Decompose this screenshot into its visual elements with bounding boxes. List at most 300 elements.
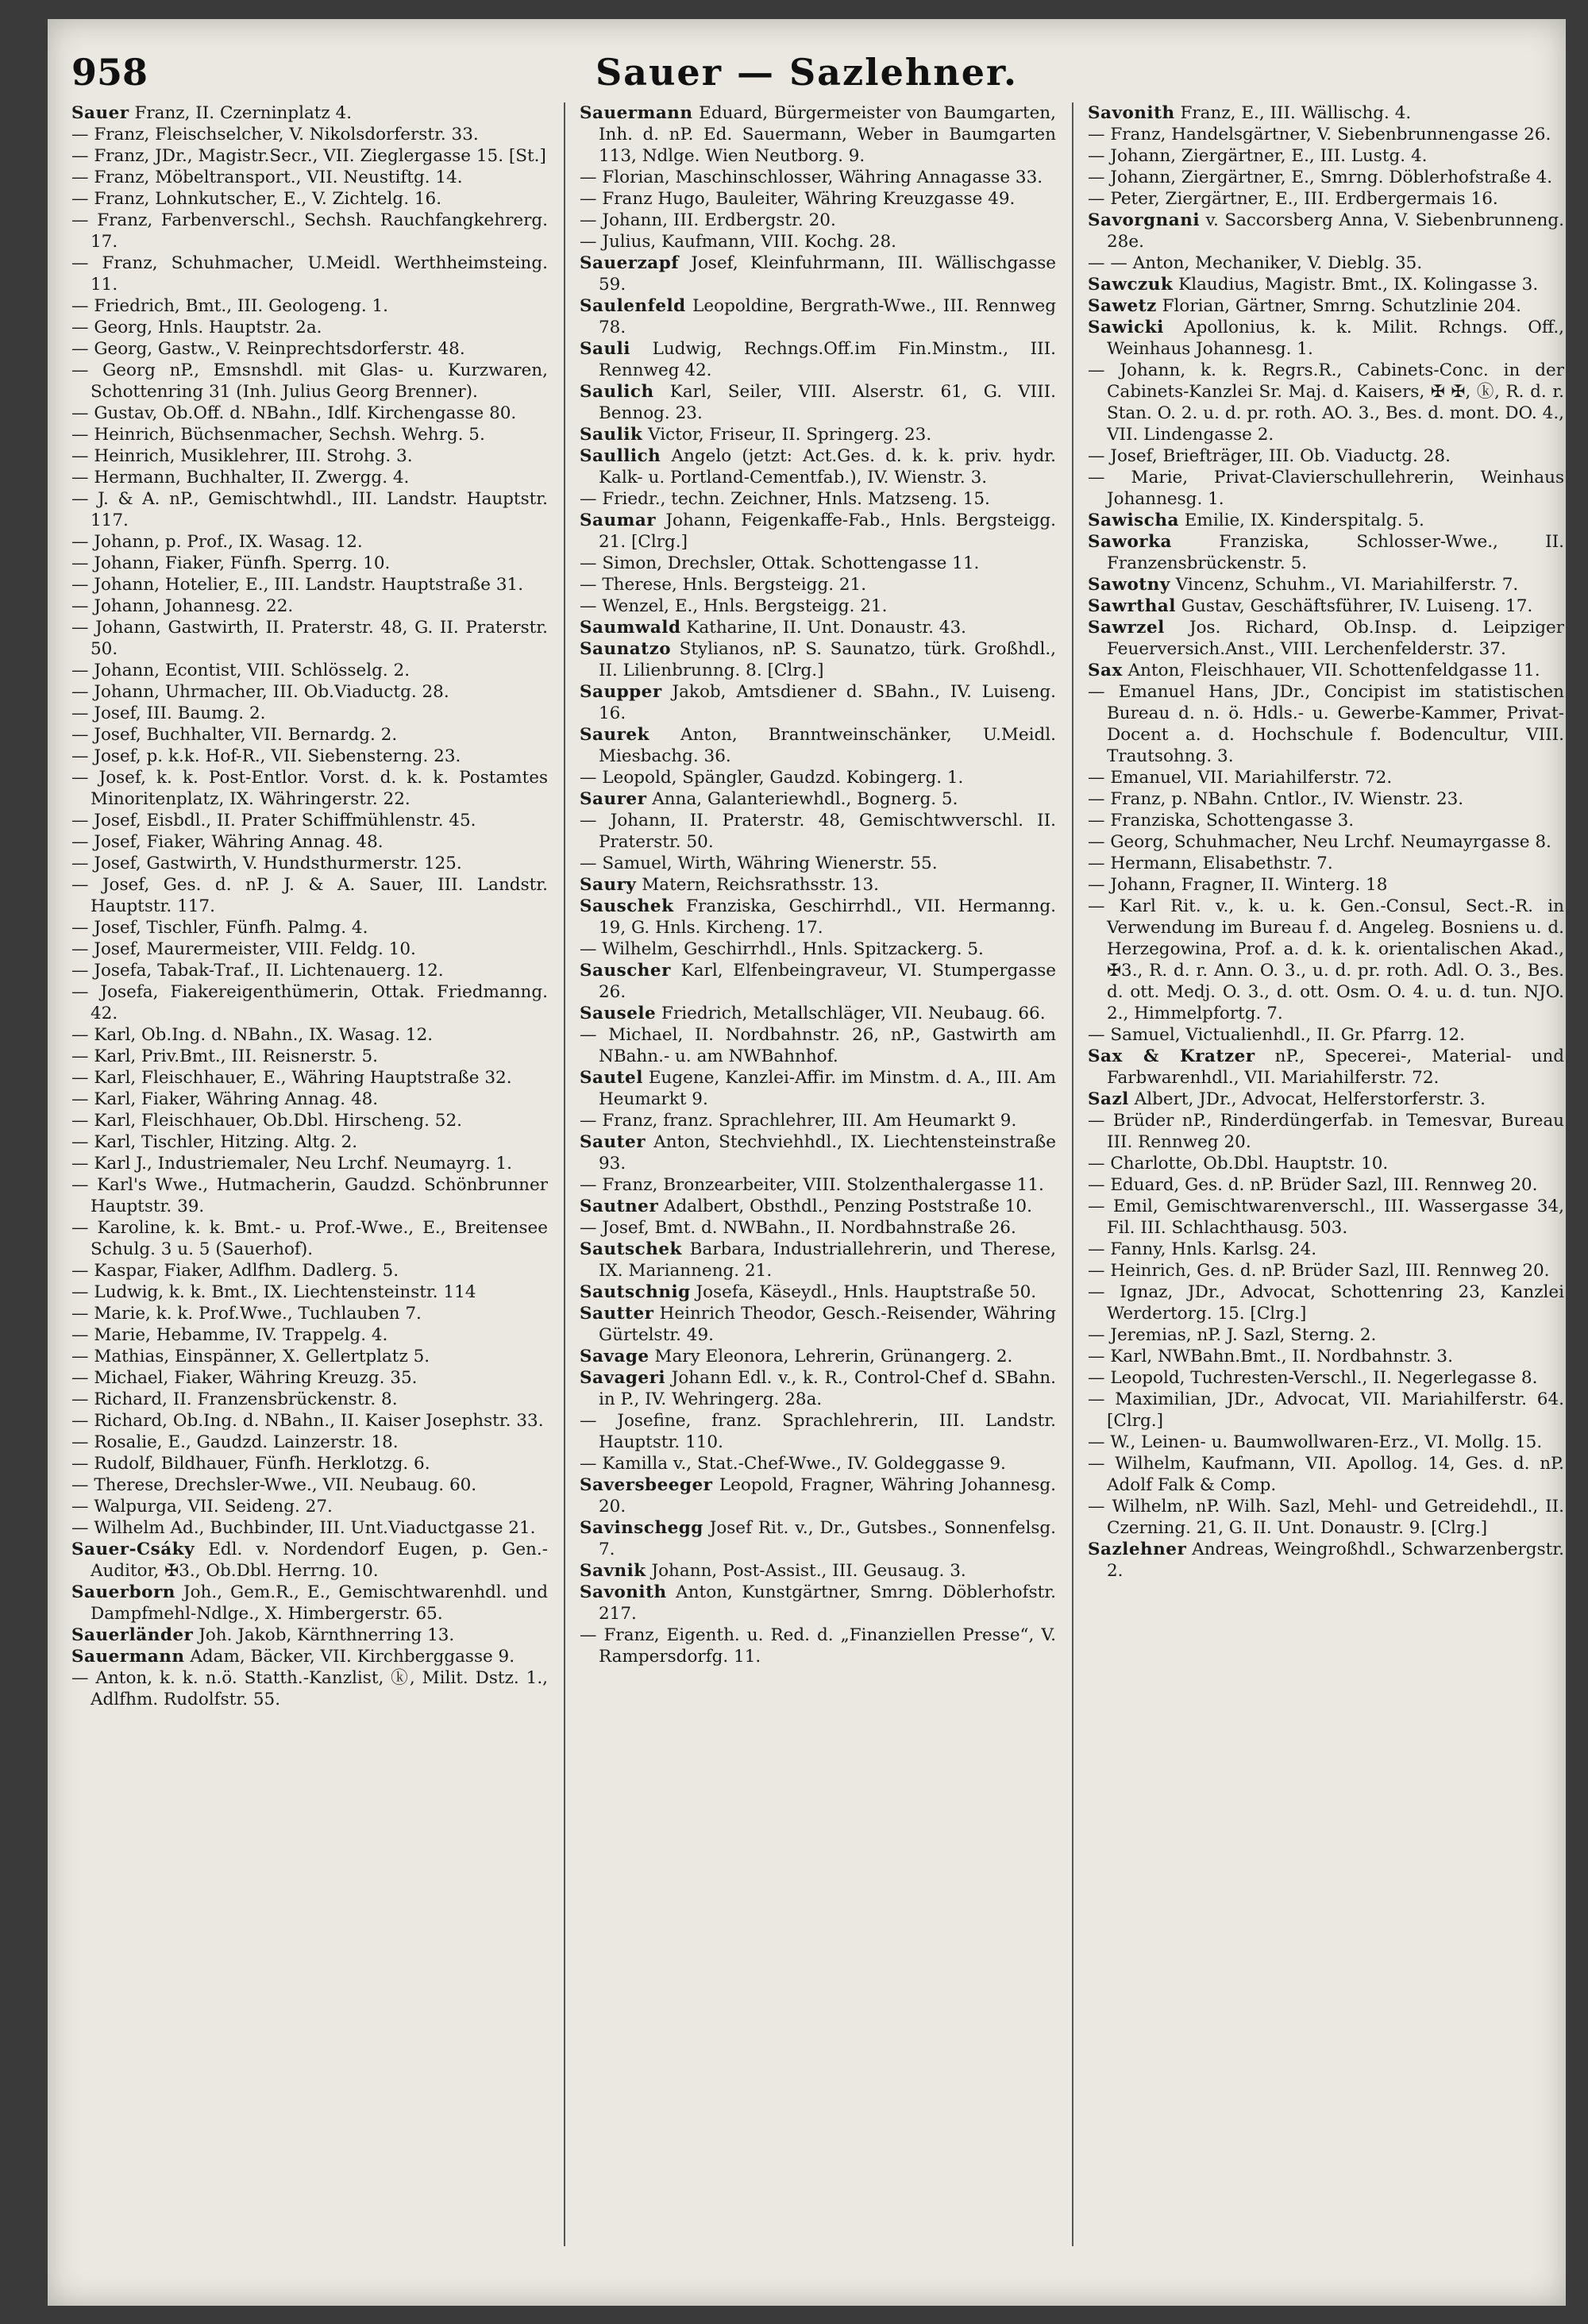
directory-entry [580, 896, 1056, 938]
directory-entry [1088, 810, 1564, 831]
column-divider [564, 102, 565, 2246]
entry-text: Mary Eleonora, Lehrerin, Grünangerg. 2. [649, 1347, 1013, 1366]
directory-entry [1088, 660, 1564, 681]
entry-headword: Sautter [580, 1304, 654, 1324]
entry-text: Anton, Stechviehhdl., IX. Liechtensteinstraße 93. [599, 1132, 1056, 1174]
entry-text: — Johann, Johannesg. 22. [71, 596, 294, 616]
entry-headword: Sawczuk [1088, 275, 1174, 295]
directory-entry [71, 1281, 548, 1303]
entry-headword: Saury [580, 875, 637, 895]
directory-entry [580, 1410, 1056, 1453]
entry-headword: Sawicki [1088, 318, 1164, 337]
entry-text: Klaudius, Magistr. Bmt., IX. Kolingasse 3. [1173, 275, 1539, 295]
entry-text: Florian, Gärtner, Smrng. Schutzlinie 204. [1156, 296, 1521, 316]
entry-headword: Sauer-Csáky [71, 1540, 195, 1559]
entry-text: — Richard, II. Franzensbrückenstr. 8. [71, 1389, 398, 1409]
entry-text: Adalbert, Obsthdl., Penzing Poststraße 10. [658, 1197, 1032, 1216]
entry-headword: Saworka [1088, 532, 1172, 552]
entry-text: — Johann, Ziergärtner, E., III. Lustg. 4. [1088, 146, 1428, 166]
entry-headword: Savinschegg [580, 1518, 703, 1538]
entry-text: — Johann, Ziergärtner, E., Smrng. Döblerhofstraße 4. [1088, 168, 1553, 187]
directory-entry [71, 1303, 548, 1324]
entry-text: — Rudolf, Bildhauer, Fünfh. Herklotzg. 6. [71, 1454, 430, 1474]
entry-text: — Josef, Fiaker, Währing Annag. 48. [71, 832, 384, 852]
directory-entry [71, 1367, 548, 1389]
entry-text: — Karl, Tischler, Hitzing. Altg. 2. [71, 1132, 358, 1152]
entry-text: Anton, Branntweinschänker, U.Meidl. Miesbachg. 36. [599, 725, 1056, 766]
directory-entry [580, 381, 1056, 424]
entry-headword: Sauschek [580, 896, 674, 916]
entry-text: nP., Specerei-, Material- und Farbwarenhdl., VII. Mariahilferstr. 72. [1107, 1046, 1564, 1088]
entry-text: — Kaspar, Fiaker, Adlfhm. Dadlerg. 5. [71, 1261, 399, 1281]
directory-entry [71, 102, 548, 124]
directory-entry [580, 510, 1056, 553]
directory-entry [71, 660, 548, 681]
entry-text: — Josefa, Tabak-Traf., II. Lichtenauerg. 12. [71, 961, 444, 981]
entry-headword: Sax [1088, 661, 1123, 680]
entry-text: — Johann, Uhrmacher, III. Ob.Viaductg. 28. [71, 682, 449, 702]
entry-text: Joh. Jakob, Kärnthnerring 13. [193, 1625, 455, 1645]
entry-text: — Leopold, Spängler, Gaudzd. Kobingerg. 1. [580, 768, 964, 788]
entry-text: — Karoline, k. k. Bmt.- u. Prof.-Wwe., E., Breitensee Schulg. 3 u. 5 (Sauerhof). [71, 1218, 548, 1259]
directory-entry [580, 1196, 1056, 1217]
entry-headword: Savageri [580, 1368, 666, 1388]
directory-entry [1088, 617, 1564, 660]
entry-text: — Michael, II. Nordbahnstr. 26, nP., Gastwirth am NBahn.- u. am NWBahnhof. [580, 1025, 1056, 1066]
entry-text: — Josef, Gastwirth, V. Hundsthurmerstr. 125. [71, 854, 462, 873]
directory-entry [580, 960, 1056, 1003]
column-1 [71, 102, 548, 2294]
entry-headword: Sautschek [580, 1239, 682, 1259]
directory-entry [71, 188, 548, 210]
directory-entry [580, 231, 1056, 252]
directory-entry [580, 1067, 1056, 1110]
entry-headword: Saulich [580, 382, 654, 402]
directory-entry [1088, 1539, 1564, 1582]
directory-entry [1088, 145, 1564, 167]
entry-text: Eugene, Kanzlei-Affir. im Minstm. d. A., III. Am Heumarkt 9. [599, 1068, 1056, 1109]
entry-text: — Michael, Fiaker, Währing Kreuzg. 35. [71, 1368, 418, 1388]
directory-entry [71, 1153, 548, 1174]
entry-headword: Saullich [580, 446, 661, 466]
directory-entry [1088, 1174, 1564, 1196]
directory-entry [71, 595, 548, 617]
entry-text: — Johann, p. Prof., IX. Wasag. 12. [71, 532, 363, 552]
directory-entry [71, 1624, 548, 1646]
entry-text: — Emil, Gemischtwarenverschl., III. Wassergasse 34, Fil. III. Schlachthausg. 503. [1088, 1197, 1564, 1238]
entry-headword: Sauer [71, 103, 129, 123]
entry-headword: Saulenfeld [580, 296, 686, 316]
entry-text: Victor, Friseur, II. Springerg. 23. [642, 425, 932, 445]
entry-text: Heinrich Theodor, Gesch.-Reisender, Währing Gürtelstr. 49. [599, 1304, 1056, 1345]
entry-text: — Franziska, Schottengasse 3. [1088, 811, 1355, 831]
entry-text: Apollonius, k. k. Milit. Rchngs. Off., Weinhaus Johannesg. 1. [1107, 318, 1564, 359]
entry-text: Johann, Feigenkaffe-Fab., Hnls. Bergsteigg. 21. [Clrg.] [599, 511, 1056, 552]
directory-entry [1088, 831, 1564, 853]
entry-text: — Georg, Gastw., V. Reinprechtsdorferstr. 48. [71, 339, 465, 359]
entry-text: — — Anton, Mechaniker, V. Dieblg. 35. [1088, 253, 1423, 273]
directory-entry [71, 338, 548, 360]
entry-headword: Sauerzapf [580, 253, 680, 273]
directory-entry [71, 853, 548, 874]
entry-text: Eduard, Bürgermeister von Baumgarten, Inh. d. nP. Ed. Sauermann, Weber in Baumgarten 113, Ndlge. Wien Neutborg. 9. [599, 103, 1056, 166]
directory-entry [71, 1410, 548, 1432]
entry-text: Johann Edl. v., k. R., Control-Chef d. SBahn. in P., IV. Wehringerg. 28a. [599, 1368, 1056, 1409]
column-2 [580, 102, 1056, 2294]
directory-entry [71, 831, 548, 853]
directory-entry [580, 1453, 1056, 1474]
entry-text: — Kamilla v., Stat.-Chef-Wwe., IV. Goldeggasse 9. [580, 1454, 1006, 1474]
entry-text: — Karl, Priv.Bmt., III. Reisnerstr. 5. [71, 1046, 379, 1066]
entry-text: — Franz, Möbeltransport., VII. Neustiftg. 14. [71, 168, 463, 187]
entry-headword: Sauermann [71, 1647, 185, 1667]
directory-entry [580, 1624, 1056, 1667]
entry-text: — Marie, k. k. Prof.Wwe., Tuchlauben 7. [71, 1304, 422, 1324]
entry-text: Josef Rit. v., Dr., Gutsbes., Sonnenfelsg. 7. [599, 1518, 1056, 1559]
entry-text: — Eduard, Ges. d. nP. Brüder Sazl, III. Rennweg 20. [1088, 1175, 1538, 1195]
directory-entry [580, 1367, 1056, 1410]
entry-text: — Charlotte, Ob.Dbl. Hauptstr. 10. [1088, 1154, 1389, 1174]
directory-entry [71, 295, 548, 317]
entry-headword: Savnik [580, 1561, 646, 1581]
entry-text: — W., Leinen- u. Baumwollwaren-Erz., VI. Mollg. 15. [1088, 1432, 1543, 1452]
entry-headword: Sauerländer [71, 1625, 194, 1645]
directory-entry [71, 467, 548, 488]
entry-text: — Franz, JDr., Magistr.Secr., VII. Zieglergasse 15. [St.] [71, 146, 546, 166]
directory-entry [71, 1131, 548, 1153]
directory-entry [580, 1024, 1056, 1067]
directory-entry [71, 317, 548, 338]
directory-entry [71, 403, 548, 424]
entry-text: Anton, Fleischhauer, VII. Schottenfeldgasse 11. [1122, 661, 1540, 680]
entry-text: Matern, Reichsrathsstr. 13. [636, 875, 880, 895]
entry-text: Katharine, II. Unt. Donaustr. 43. [680, 618, 966, 638]
entry-text: Stylianos, nP. S. Saunatzo, türk. Großhdl., II. Lilienbrunng. 8. [Clrg.] [599, 639, 1056, 680]
entry-text: — Jeremias, nP. J. Sazl, Sterng. 2. [1088, 1325, 1377, 1345]
directory-entry [580, 1131, 1056, 1174]
entry-headword: Sauermann [580, 103, 693, 123]
directory-entry [580, 767, 1056, 788]
directory-entry [580, 1174, 1056, 1196]
directory-entry [1088, 1346, 1564, 1367]
directory-entry [1088, 1153, 1564, 1174]
directory-entry [580, 1560, 1056, 1582]
directory-entry [580, 188, 1056, 210]
entry-text: — Wenzel, E., Hnls. Bergsteigg. 21. [580, 596, 888, 616]
entry-headword: Sawotny [1088, 575, 1170, 595]
entry-text: — Georg, Schuhmacher, Neu Lrchf. Neumayrgasse 8. [1088, 832, 1551, 852]
entry-text: — Mathias, Einspänner, X. Gellertplatz 5. [71, 1347, 430, 1366]
directory-entry [71, 1539, 548, 1582]
entry-text: — Leopold, Tuchresten-Verschl., II. Negerlegasse 8. [1088, 1368, 1538, 1388]
directory-entry [1088, 1089, 1564, 1110]
directory-columns [71, 102, 1564, 2294]
entry-text: — Franz, franz. Sprachlehrer, III. Am Heumarkt 9. [580, 1111, 1017, 1131]
entry-text: Leopoldine, Bergrath-Wwe., III. Rennweg 78. [599, 296, 1056, 337]
entry-text: — Julius, Kaufmann, VIII. Kochg. 28. [580, 232, 896, 252]
entry-text: — Karl, Ob.Ing. d. NBahn., IX. Wasag. 12. [71, 1025, 434, 1045]
entry-text: — Josef, Ges. d. nP. J. & A. Sauer, III. Landstr. Hauptstr. 117. [71, 875, 548, 916]
entry-text: Johann, Post-Assist., III. Geusaug. 3. [646, 1561, 966, 1581]
entry-text: — Anton, k. k. n.ö. Statth.-Kanzlist, ⓚ, Milit. Dstz. 1., Adlfhm. Rudolfstr. 55. [71, 1668, 548, 1709]
directory-entry [580, 1003, 1056, 1024]
directory-entry [1088, 1367, 1564, 1389]
directory-entry [580, 1110, 1056, 1131]
entry-headword: Sauter [580, 1132, 646, 1152]
entry-headword: Savonith [580, 1582, 667, 1602]
entry-text: — Therese, Drechsler-Wwe., VII. Neubaug. 60. [71, 1475, 477, 1495]
directory-entry [1088, 681, 1564, 767]
entry-headword: Saurer [580, 789, 647, 809]
directory-entry [1088, 317, 1564, 360]
entry-text: — Josef, III. Baumg. 2. [71, 703, 266, 723]
entry-text: — Franz, Lohnkutscher, E., V. Zichtelg. 16. [71, 189, 442, 209]
entry-text: — Karl J., Industriemaler, Neu Lrchf. Neumayrg. 1. [71, 1154, 513, 1174]
entry-text: — Heinrich, Musiklehrer, III. Strohg. 3. [71, 446, 413, 466]
entry-text: — Wilhelm, Geschirrhdl., Hnls. Spitzackerg. 5. [580, 939, 984, 959]
directory-entry [71, 1346, 548, 1367]
entry-text: — Samuel, Victualienhdl., II. Gr. Pfarrg. 12. [1088, 1025, 1465, 1045]
directory-entry [580, 488, 1056, 510]
entry-text: — Hermann, Elisabethstr. 7. [1088, 854, 1333, 873]
directory-entry [71, 167, 548, 188]
entry-headword: Saulik [580, 425, 643, 445]
entry-text: — Simon, Drechsler, Ottak. Schottengasse 11. [580, 553, 980, 573]
directory-entry [71, 124, 548, 145]
entry-text: — Karl, Fiaker, Währing Annag. 48. [71, 1089, 379, 1109]
entry-headword: Savorgnani [1088, 210, 1201, 230]
entry-text: — Samuel, Wirth, Währing Wienerstr. 55. [580, 854, 938, 873]
entry-text: — Josef, Briefträger, III. Ob. Viaductg. 28. [1088, 446, 1451, 466]
directory-entry [1088, 1046, 1564, 1089]
entry-text: Karl, Seiler, VIII. Alserstr. 61, G. VIII. Bennog. 23. [599, 382, 1056, 423]
entry-headword: Sautel [580, 1068, 643, 1088]
directory-entry [1088, 1324, 1564, 1346]
entry-text: — Josef, Maurermeister, VIII. Feldg. 10. [71, 939, 416, 959]
directory-entry [1088, 210, 1564, 252]
entry-headword: Savage [580, 1347, 649, 1366]
entry-text: — Johann, Fiaker, Fünfh. Sperrg. 10. [71, 553, 391, 573]
directory-entry [1088, 1432, 1564, 1453]
entry-text: Adam, Bäcker, VII. Kirchberggasse 9. [184, 1647, 515, 1667]
entry-text: Anna, Galanteriewhdl., Bognerg. 5. [646, 789, 958, 809]
entry-text: — Marie, Hebamme, IV. Trappelg. 4. [71, 1325, 388, 1345]
entry-headword: Saurek [580, 725, 649, 745]
entry-text: — Johann, Gastwirth, II. Praterstr. 48, G. II. Praterstr. 50. [71, 618, 548, 659]
running-title: Sauer — Sazlehner. [595, 51, 1019, 94]
directory-entry [580, 1346, 1056, 1367]
entry-text: — Karl, NWBahn.Bmt., II. Nordbahnstr. 3. [1088, 1347, 1453, 1366]
directory-entry [71, 1517, 548, 1539]
directory-entry [1088, 467, 1564, 510]
entry-text: Albert, JDr., Advocat, Helferstorferstr. 3. [1128, 1089, 1486, 1109]
directory-entry [71, 1432, 548, 1453]
directory-entry [71, 574, 548, 595]
entry-headword: Sawischa [1088, 511, 1179, 530]
entry-text: — Emanuel Hans, JDr., Concipist im statistischen Bureau d. n. ö. Hdls.- u. Gewerbe-Kammer, Privat-Docent a. d. Hochschule f. Bodencultur, VIII. Trautsohng. 3. [1088, 682, 1564, 766]
directory-entry [580, 295, 1056, 338]
entry-text: Emilie, IX. Kinderspitalg. 5. [1178, 511, 1424, 530]
entry-text: — Therese, Hnls. Bergsteigg. 21. [580, 575, 867, 595]
directory-entry [1088, 1239, 1564, 1260]
directory-entry [71, 617, 548, 660]
entry-text: — Maximilian, JDr., Advocat, VII. Mariahilferstr. 64. [Clrg.] [1088, 1389, 1564, 1431]
directory-entry [1088, 167, 1564, 188]
entry-text: Gustav, Geschäftsführer, IV. Luiseng. 17. [1175, 596, 1533, 616]
entry-text: Joh., Gem.R., E., Gemischtwarenhdl. und Dampfmehl-Ndlge., X. Himbergerstr. 65. [91, 1582, 548, 1624]
directory-entry [71, 488, 548, 531]
entry-headword: Saunatzo [580, 639, 672, 659]
directory-entry [580, 102, 1056, 167]
column-3 [1088, 102, 1564, 2294]
entry-headword: Sautschnig [580, 1282, 691, 1302]
directory-entry [71, 1217, 548, 1260]
directory-entry [1088, 853, 1564, 874]
directory-entry [71, 360, 548, 403]
page-number: 958 [71, 51, 148, 94]
entry-headword: Sax & Kratzer [1088, 1046, 1255, 1066]
directory-entry [71, 917, 548, 938]
entry-text: — J. & A. nP., Gemischtwhdl., III. Landstr. Hauptstr. 117. [71, 489, 548, 530]
entry-text: Leopold, Fragner, Währing Johannesg. 20. [599, 1475, 1056, 1517]
column-divider [1072, 102, 1073, 2246]
entry-text: — Ludwig, k. k. Bmt., IX. Liechtensteinstr. 114 [71, 1282, 476, 1302]
directory-entry [71, 553, 548, 574]
entry-headword: Sautner [580, 1197, 659, 1216]
entry-text: Andreas, Weingroßhdl., Schwarzenbergstr. 2. [1107, 1540, 1564, 1581]
directory-entry [1088, 1196, 1564, 1239]
directory-entry [580, 788, 1056, 810]
entry-text: — Johann, k. k. Regrs.R., Cabinets-Conc. in der Cabinets-Kanzlei Sr. Maj. d. Kaisers, ✠ ✠, ⓚ, R. d. r. Stan. O. 2. u. d. pr. roth. AO. 3., Bes. d. mont. DO. 4., VII. Lindengasse 2. [1088, 360, 1564, 445]
directory-entry [1088, 124, 1564, 145]
directory-entry [1088, 1453, 1564, 1496]
entry-headword: Sazlehner [1088, 1540, 1187, 1559]
entry-text: — Karl, Fleischhauer, E., Währing Hauptstraße 32. [71, 1068, 512, 1088]
entry-text: — Josef, Tischler, Fünfh. Palmg. 4. [71, 918, 368, 938]
directory-entry [71, 703, 548, 724]
entry-text: — Josef, k. k. Post-Entlor. Vorst. d. k. k. Postamtes Minoritenplatz, IX. Währingerstr. 22. [71, 768, 548, 809]
entry-text: — Emanuel, VII. Mariahilferstr. 72. [1088, 768, 1393, 788]
directory-entry [71, 767, 548, 810]
directory-entry [1088, 896, 1564, 1024]
page-header [48, 43, 1566, 106]
directory-entry [1088, 1389, 1564, 1432]
directory-entry [71, 1453, 548, 1474]
entry-text: — Josef, p. k.k. Hof-R., VII. Siebensterng. 23. [71, 746, 461, 766]
directory-entry [580, 210, 1056, 231]
entry-text: — Walpurga, VII. Seideng. 27. [71, 1497, 333, 1517]
directory-entry [580, 1217, 1056, 1239]
directory-entry [71, 1496, 548, 1517]
entry-text: — Franz, p. NBahn. Cntlor., IV. Wienstr. 23. [1088, 789, 1464, 809]
directory-entry [580, 424, 1056, 445]
entry-text: — Josefine, franz. Sprachlehrerin, III. Landstr. Hauptstr. 110. [580, 1411, 1056, 1452]
entry-text: — Franz, Fleischselcher, V. Nikolsdorferstr. 33. [71, 125, 479, 145]
directory-entry [580, 338, 1056, 381]
directory-entry [71, 746, 548, 767]
entry-text: — Franz, Bronzearbeiter, VIII. Stolzenthalergasse 11. [580, 1175, 1044, 1195]
directory-entry [580, 445, 1056, 488]
entry-text: — Karl, Fleischhauer, Ob.Dbl. Hirscheng. 52. [71, 1111, 462, 1131]
directory-entry [71, 874, 548, 917]
directory-entry [1088, 1281, 1564, 1324]
entry-text: — Josef, Eisbdl., II. Prater Schiffmühlenstr. 45. [71, 811, 476, 831]
directory-entry [580, 1281, 1056, 1303]
entry-headword: Savonith [1088, 103, 1175, 123]
entry-text: — Georg, Hnls. Hauptstr. 2a. [71, 318, 322, 337]
entry-headword: Saupper [580, 682, 662, 702]
entry-text: — Franz, Farbenverschl., Sechsh. Rauchfangkehrerg. 17. [71, 210, 548, 252]
entry-text: — Franz, Schuhmacher, U.Meidl. Werthheimsteing. 11. [71, 253, 548, 295]
directory-entry [71, 960, 548, 981]
entry-headword: Sausele [580, 1004, 657, 1023]
directory-entry [1088, 510, 1564, 531]
directory-entry [71, 252, 548, 295]
entry-text: — Johann, Econtist, VIII. Schlösselg. 2. [71, 661, 410, 680]
directory-entry [1088, 874, 1564, 896]
directory-entry [71, 1646, 548, 1667]
directory-entry [1088, 445, 1564, 467]
entry-text: — Wilhelm Ad., Buchbinder, III. Unt.Viaductgasse 21. [71, 1518, 536, 1538]
entry-text: v. Saccorsberg Anna, V. Siebenbrunneng. 28e. [1107, 210, 1564, 252]
entry-headword: Saumwald [580, 618, 681, 638]
directory-page [48, 19, 1566, 2306]
entry-headword: Sauli [580, 339, 630, 359]
entry-headword: Sawrzel [1088, 618, 1165, 638]
directory-entry [1088, 295, 1564, 317]
entry-text: — Franz, Eigenth. u. Red. d. „Finanziellen Presse“, V. Rampersdorfg. 11. [580, 1625, 1056, 1667]
directory-entry [580, 595, 1056, 617]
directory-entry [71, 1260, 548, 1281]
directory-entry [580, 638, 1056, 681]
directory-entry [580, 874, 1056, 896]
entry-headword: Sauerborn [71, 1582, 175, 1602]
directory-entry [71, 1474, 548, 1496]
entry-text: — Johann, Hotelier, E., III. Landstr. Hauptstraße 31. [71, 575, 524, 595]
directory-entry [580, 553, 1056, 574]
directory-entry [71, 1582, 548, 1624]
entry-text: — Wilhelm, nP. Wilh. Sazl, Mehl- und Getreidehdl., II. Czerning. 21, G. II. Unt. Donaustr. 9. [Clrg.] [1088, 1497, 1564, 1538]
directory-entry [1088, 188, 1564, 210]
entry-text: Barbara, Industriallehrerin, und Therese, IX. Marianneng. 21. [599, 1239, 1056, 1281]
directory-entry [71, 531, 548, 553]
entry-text: — Georg nP., Emsnshdl. mit Glas- u. Kurzwaren, Schottenring 31 (Inh. Julius Georg Brenner). [71, 360, 548, 402]
directory-entry [1088, 767, 1564, 788]
entry-text: Franziska, Geschirrhdl., VII. Hermanng. 19, G. Hnls. Kircheng. 17. [599, 896, 1056, 938]
directory-entry [71, 681, 548, 703]
directory-entry [71, 445, 548, 467]
directory-entry [1088, 360, 1564, 445]
directory-entry [580, 1474, 1056, 1517]
directory-entry [1088, 274, 1564, 295]
entry-text: Franziska, Schlosser-Wwe., II. Franzensbrückenstr. 5. [1107, 532, 1564, 573]
directory-entry [71, 1067, 548, 1089]
entry-text: Jakob, Amtsdiener d. SBahn., IV. Luiseng. 16. [599, 682, 1056, 723]
directory-entry [580, 724, 1056, 767]
entry-headword: Sawrthal [1088, 596, 1176, 616]
entry-headword: Sauscher [580, 961, 671, 981]
directory-entry [71, 145, 548, 167]
entry-text: — Karl Rit. v., k. u. k. Gen.-Consul, Sect.-R. in Verwendung im Bureau f. d. Angeleg. Bosniens u. d. Herzegowina, Prof. a. d. k. k. orientalischen Akad., ✠3., R. d. r. Ann. O. 3., u. d. pr. roth. Adl. O. 3., Bes. d. ott. Medj. O. 3., d. ott. Osm. O. 4. u. d. tun. NJO. 2., Himmelpfortg. 7. [1088, 896, 1564, 1023]
directory-entry [1088, 788, 1564, 810]
entry-text: Friedrich, Metallschläger, VII. Neubaug. 66. [656, 1004, 1046, 1023]
entry-text: Angelo (jetzt: Act.Ges. d. k. k. priv. hydr. Kalk- u. Portland-Cementfab.), IV. Wienstr. 3. [599, 446, 1056, 488]
directory-entry [71, 1110, 548, 1131]
directory-entry [71, 1324, 548, 1346]
entry-text: Josef, Kleinfuhrmann, III. Wällischgasse 59. [599, 253, 1056, 295]
entry-text: — Brüder nP., Rinderdüngerfab. in Temesvar, Bureau III. Rennweg 20. [1088, 1111, 1564, 1152]
entry-text: — Karl's Wwe., Hutmacherin, Gaudzd. Schönbrunner Hauptstr. 39. [71, 1175, 548, 1216]
